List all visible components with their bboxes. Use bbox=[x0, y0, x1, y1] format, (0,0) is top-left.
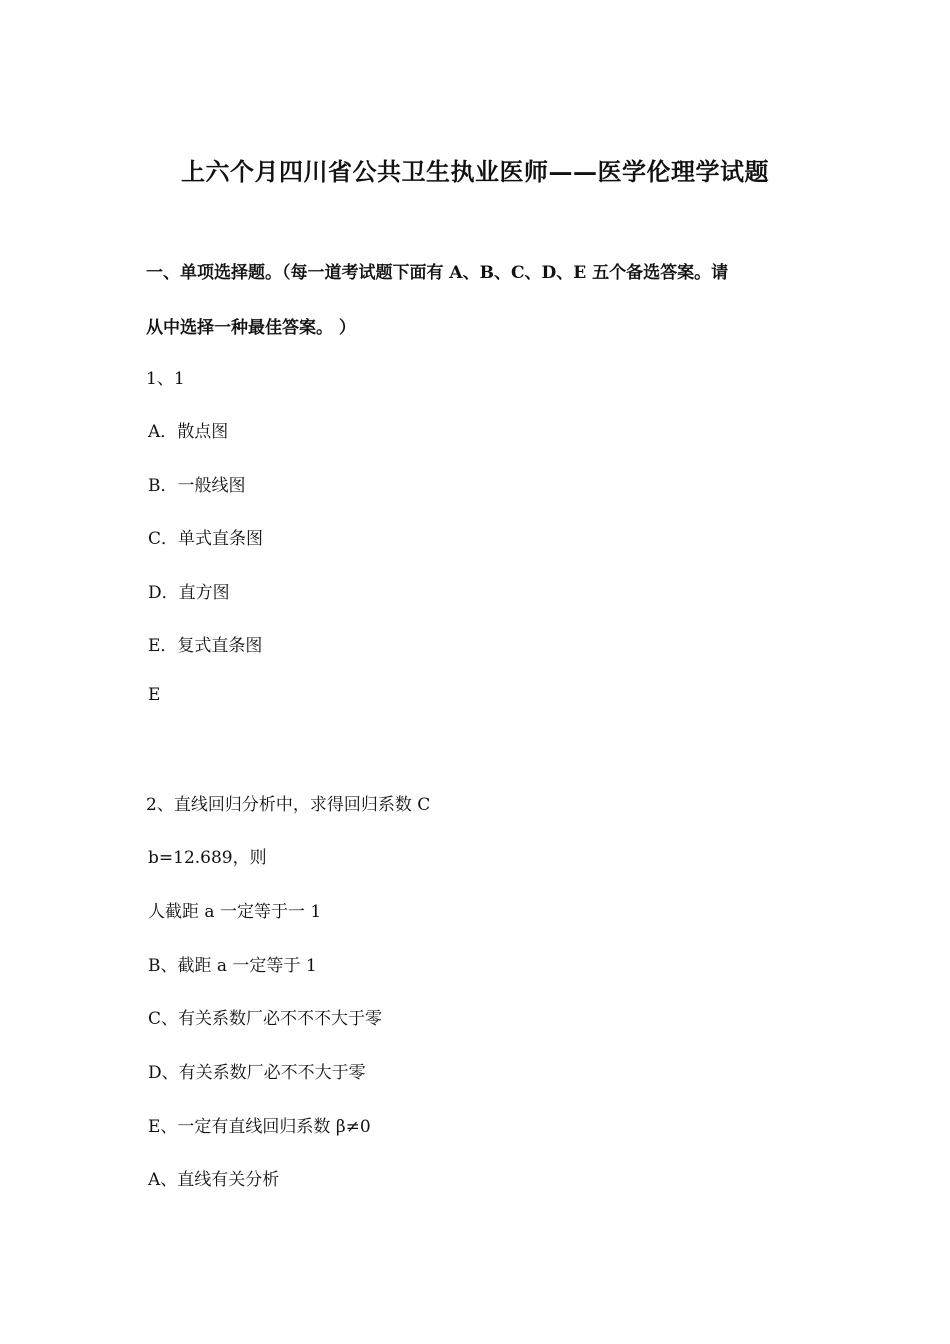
question-2-option-1: 人截距 a 一定等于一 1 bbox=[148, 902, 322, 922]
question-1-stem: 1、1 bbox=[146, 369, 185, 389]
question-1-option-d: D．直方图 bbox=[148, 583, 230, 603]
question-1-option-b: B．一般线图 bbox=[148, 476, 246, 496]
question-1-answer: E bbox=[148, 685, 161, 705]
section-heading-line-1: 一、单项选择题。（每一道考试题下面有 A、B、C、D、E 五个备选答案。请 bbox=[146, 263, 729, 283]
question-2-option-6: A、直线有关分析 bbox=[148, 1170, 280, 1190]
question-2-stem-line-2: b=12.689，则 bbox=[148, 848, 267, 868]
section-heading-line-2: 从中选择一种最佳答案。 ） bbox=[146, 318, 356, 338]
question-2-option-4: D、有关系数厂必不不大于零 bbox=[148, 1063, 366, 1083]
question-1-option-a: A．散点图 bbox=[148, 422, 229, 442]
question-2-option-3: C、有关系数厂必不不不大于零 bbox=[148, 1009, 383, 1029]
question-2-option-5: E、一定有直线回归系数 β≠0 bbox=[148, 1117, 371, 1137]
question-1-option-e: E．复式直条图 bbox=[148, 636, 263, 656]
question-2-stem-line-1: 2、直线回归分析中，求得回归系数 C bbox=[146, 795, 431, 815]
document-title: 上六个月四川省公共卫生执业医师——医学伦理学试题 bbox=[181, 157, 769, 186]
question-1-option-c: C．单式直条图 bbox=[148, 529, 264, 549]
question-2-option-2: B、截距 a 一定等于 1 bbox=[148, 956, 317, 976]
